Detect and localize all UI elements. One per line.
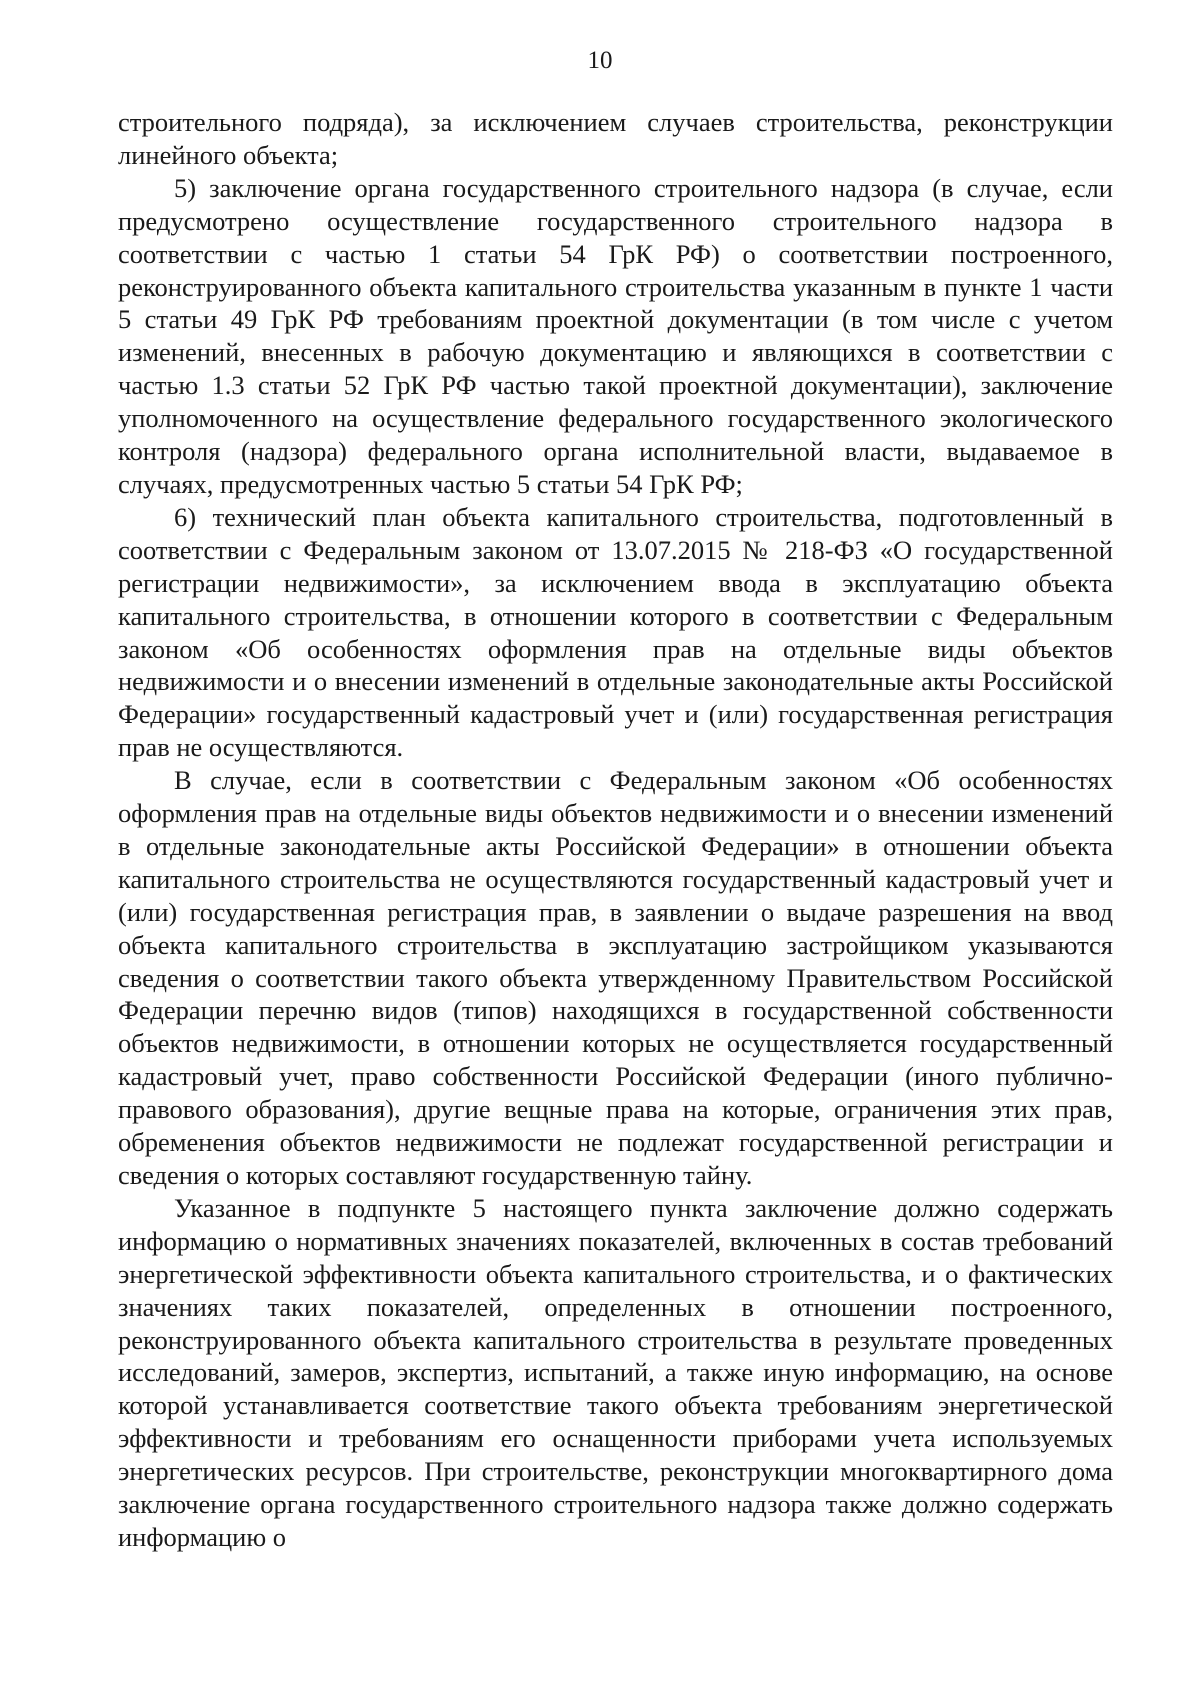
paragraph-energy-efficiency: Указанное в подпункте 5 настоящего пункта заключение должно содержать информацию о нормативных значениях показателей, включенных в состав требований энергетической эффективности объекта капитального строительства, и о фактических значениях таких показателей, определенных в отношении построенного, реконструированного объекта капитального строительства в результате проведенных исследований, замеров, экспертиз, испытаний, а также иную информацию, на основе которой устанавливается соответствие такого объекта требованиям энергетической эффективности и требованиям его оснащенности приборами учета используемых энергетических ресурсов. При строительстве, реконструкции многоквартирного дома заключение органа государственного строительного надзора также должно содержать информацию о (118, 1192, 1113, 1552)
paragraph-item-6: 6) технический план объекта капитального строительства, подготовленный в соответствии с Федеральным законом от 13.07.2015 № 218-ФЗ «О государственной регистрации недвижимости», за исключением ввода в эксплуатацию объекта капитального строительства, в отношении которого в соответствии с Федеральным законом «Об особенностях оформления прав на отдельные виды объектов недвижимости и о внесении изменений в отдельные законодательные акты Российской Федерации» государственный кадастровый учет и (или) государственная регистрация прав не осуществляются. (118, 501, 1113, 763)
paragraph-special-case: В случае, если в соответствии с Федеральным законом «Об особенностях оформления прав на отдельные виды объектов недвижимости и о внесении изменений в отдельные законодательные акты Российской Федерации» в отношении объекта капитального строительства не осуществляются государственный кадастровый учет и (или) государственная регистрация прав, в заявлении о выдаче разрешения на ввод объекта капитального строительства в эксплуатацию застройщиком указываются сведения о соответствии такого объекта утвержденному Правительством Российской Федерации перечню видов (типов) находящихся в государственной собственности объектов недвижимости, в отношении которых не осуществляется государственный кадастровый учет, право собственности Российской Федерации (иного публично-правового образования), другие вещные права на которые, ограничения этих прав, обременения объектов недвижимости не подлежат государственной регистрации и сведения о которых составляют государственную тайну. (118, 765, 1113, 1190)
document-body (118, 106, 1113, 1554)
page-number: 10 (587, 47, 613, 74)
paragraph-item-5: 5) заключение органа государственного строительного надзора (в случае, если предусмотрено осуществление государственного строительного надзора в соответствии с частью 1 статьи 54 ГрК РФ) о соответствии построенного, реконструированного объекта капитального строительства указанным в пункте 1 части 5 статьи 49 ГрК РФ требованиям проектной документации (в том числе с учетом изменений, внесенных в рабочую документацию и являющихся в соответствии с частью 1.3 статьи 52 ГрК РФ частью такой проектной документации), заключение уполномоченного на осуществление федерального государственного экологического контроля (надзора) федерального органа исполнительной власти, выдаваемое в случаях, предусмотренных частью 5 статьи 54 ГрК РФ; (118, 172, 1113, 499)
paragraph-continuation: строительного подряда), за исключением случаев строительства, реконструкции линейного объекта; (118, 107, 1113, 170)
